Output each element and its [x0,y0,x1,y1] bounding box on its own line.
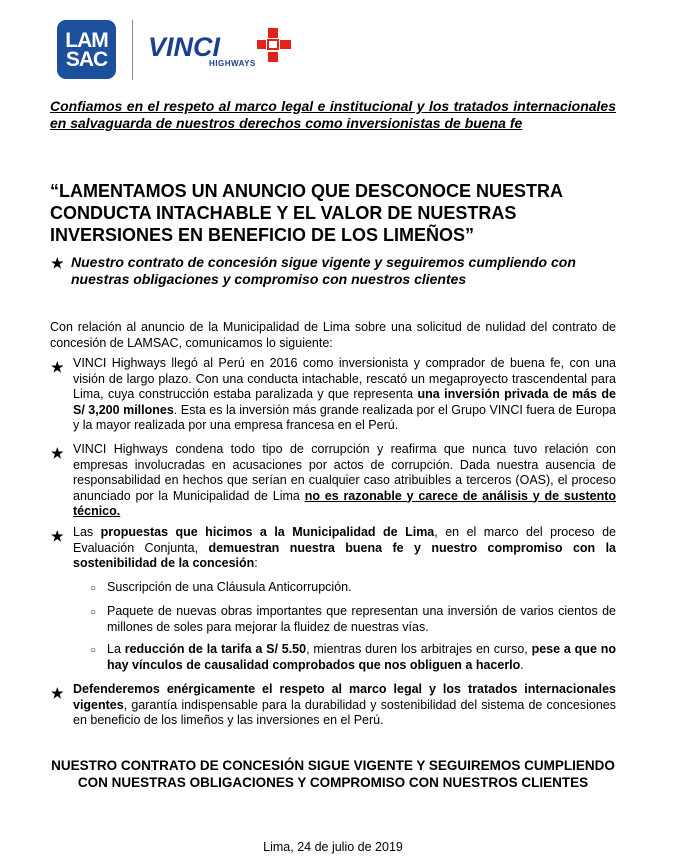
subheadline: Nuestro contrato de concesión sigue vigente y seguiremos cumpliendo con nuestras obligaciones y compromiso con nuestros clientes [71,254,576,287]
p3-b2: demuestran nuestra buena fe y nuestro compromiso con la sostenibilidad de la concesión [73,540,616,570]
star-bullet-icon: ★ [51,685,64,701]
dateline: Lima, 24 de julio de 2019 [263,840,403,854]
paragraph-legal-framework [73,682,616,729]
p4-text: , garantía indispensable para la durabilidad y sostenibilidad del sistema de concesiones en beneficio de los limeños y las inversiones en el Perú. [73,697,616,727]
star-bullet-icon: ★ [51,359,64,375]
paragraph-proposals [73,525,616,572]
intro-paragraph: Con relación al anuncio de la Municipalidad de Lima sobre una solicitud de nulidad del contrato de concesión de LAMSAC, comunicamos lo siguiente: [50,320,616,350]
p3-c: , en el marco del proceso de Evaluación Conjunta, [73,525,616,555]
page-title: “LAMENTAMOS UN ANUNCIO QUE DESCONOCE NUESTRA CONDUCTA INTACHABLE Y EL VALOR DE NUESTRAS INVERSIONES EN BENEFICIO DE LOS LIMEÑOS” [50,181,563,245]
tagline: Confiamos en el respeto al marco legal e institucional y los tratados internacionales en salvaguarda de nuestros derechos como inversionistas de buena fe [50,98,616,131]
p3-b1: propuestas que hicimos a la Municipalidad de Lima [100,525,435,539]
sub3-a: La [107,642,125,656]
paragraph-corruption [73,442,616,520]
sub3-b1: reducción de la tarifa a S/ 5.50 [124,642,307,656]
sub-item-anticorruption: Suscripción de una Cláusula Anticorrupción. [107,580,352,594]
star-bullet-icon: ★ [51,528,64,544]
star-bullet-icon: ★ [51,445,64,461]
paragraph-investment [73,356,616,434]
p3-d: : [254,556,258,570]
vinci-cross-icon [255,28,293,68]
star-bullet-icon: ★ [51,255,64,271]
logo-divider [132,20,133,80]
p1-tail: . Esta es la inversión más grande realizada por el Grupo VINCI fuera de Europa y la mayor realizada por una empresa francesa en el Perú. [73,402,616,432]
lamsac-logo-line1: LAM [65,28,108,52]
circle-bullet-icon: ○ [90,645,97,656]
vinci-logo-sub: HIGHWAYS [209,59,256,68]
lamsac-logo-line2: SAC [65,47,108,71]
sub3-d: . [520,657,524,672]
p2-bold: no es razonable y carece de análisis y de sustento técnico. [73,488,616,518]
p2-text: VINCI Highways condena todo tipo de corrupción y reafirma que nunca tuvo relación con empresas involucradas en acusaciones por actos de corrupción. Dada nuestra ausencia de responsabilidad en hechos que serían en cualquier caso atribuibles a terceros (OAS), el proceso anunciado por la Municipalidad de Lima [73,442,616,503]
vinci-logo-word: VINCI [148,32,221,62]
sub3-b2: pese a que no hay vínculos de causalidad comprobados que nos obliguen a hacerlo [107,642,616,672]
lamsac-logo [57,20,116,79]
closing-statement: NUESTRO CONTRATO DE CONCESIÓN SIGUE VIGENTE Y SEGUIREMOS CUMPLIENDO CON NUESTRAS OBLIGACIONES Y COMPROMISO CON NUESTROS CLIENTES [51,758,615,790]
p1-text: VINCI Highways llegó al Perú en 2016 como inversionista y comprador de buena fe, con una visión de largo plazo. Con una conducta intachable, rescató un megaproyecto trascendental para Lima, cuya construcción estaba paralizada y que representa [73,356,616,401]
sub-item-new-works: Paquete de nuevas obras importantes que representan una inversión de varios cientos de millones de soles para mejorar la fluidez de nuestras vías. [107,604,616,634]
p1-bold: una inversión privada de más de S/ 3,200 millones [73,387,616,417]
sub-item-tariff [107,642,616,673]
circle-bullet-icon: ○ [90,607,97,618]
p3-a: Las [73,525,101,539]
circle-bullet-icon: ○ [90,583,97,594]
p4-bold: Defenderemos enérgicamente el respeto al marco legal y los tratados internacionales vigentes [73,682,616,712]
sub3-c: , mientras duren los arbitrajes en curso, [306,642,532,656]
